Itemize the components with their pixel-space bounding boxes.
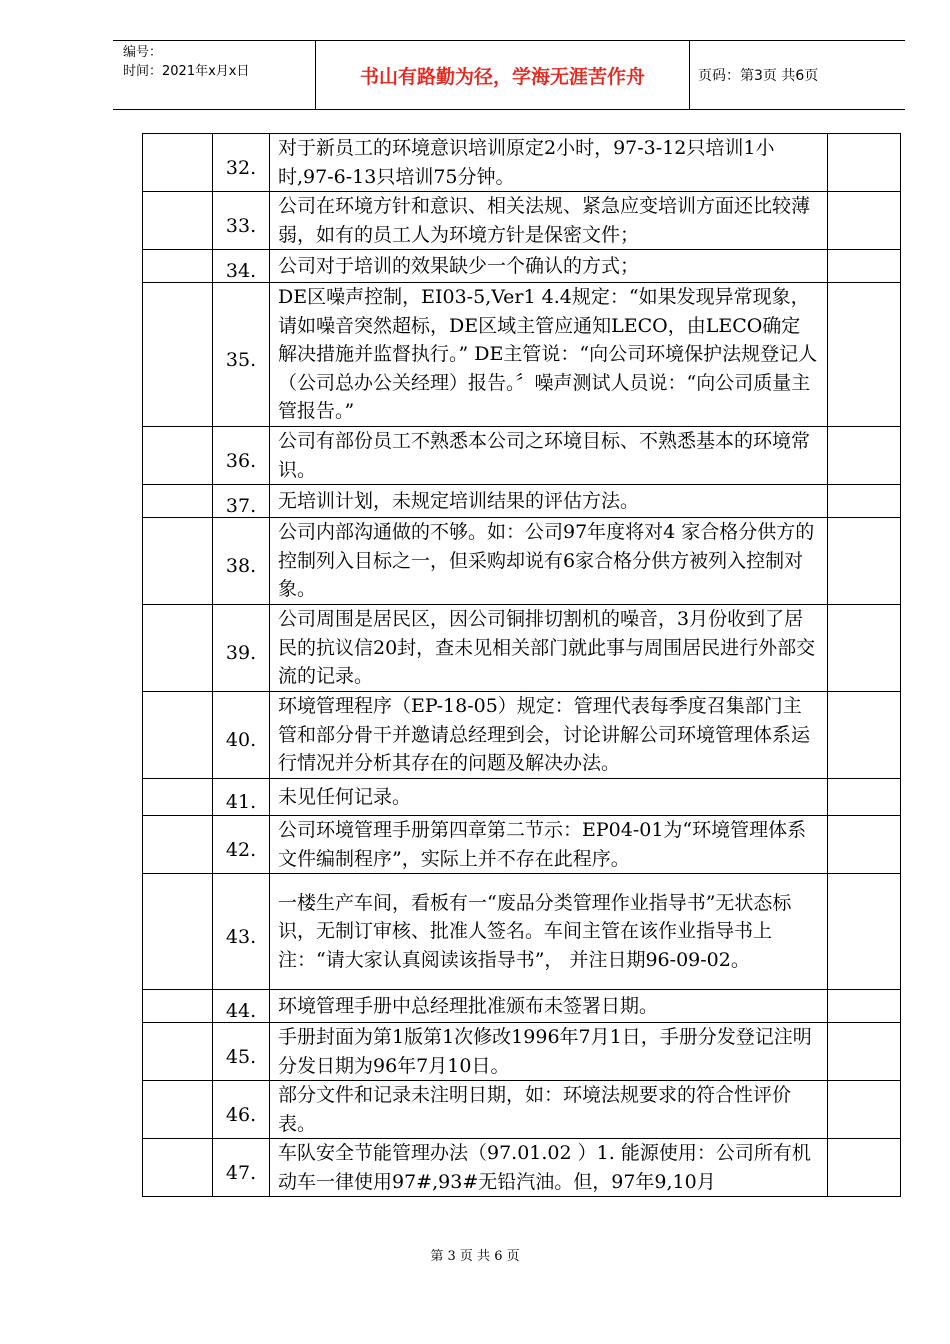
document-number-label: 编号：	[123, 45, 163, 60]
blank-cell	[828, 1081, 901, 1139]
table-row	[143, 692, 901, 779]
blank-cell	[828, 250, 901, 283]
row-number-cell	[213, 518, 270, 605]
blank-cell	[828, 192, 901, 250]
finding-text: 车队安全节能管理办法（97.01.02 ）1. 能源使用：公司所有机动车一律使用97#,93#无铅汽油。但，97年9,10月	[270, 1139, 828, 1197]
row-number: 32.	[225, 156, 257, 179]
row-number: 45.	[225, 1045, 257, 1068]
blank-cell	[828, 1139, 901, 1197]
blank-cell	[828, 816, 901, 874]
page-footer: 第 3 页 共 6 页	[430, 1249, 520, 1264]
blank-cell	[828, 692, 901, 779]
row-number-cell	[213, 283, 270, 427]
row-number: 42.	[225, 838, 257, 861]
blank-cell	[143, 692, 213, 779]
blank-cell	[828, 518, 901, 605]
blank-cell	[828, 605, 901, 692]
findings-table	[142, 133, 901, 1197]
blank-cell	[143, 1139, 213, 1197]
row-number: 35.	[225, 348, 257, 371]
table-row	[143, 485, 901, 518]
blank-cell	[143, 518, 213, 605]
finding-text: 环境管理程序（EP-18-05）规定：管理代表每季度召集部门主管和部分骨干并邀请总经理到会，讨论讲解公司环境管理体系运行情况并分析其存在的问题及解决办法。	[270, 692, 828, 779]
blank-cell	[828, 283, 901, 427]
finding-text: 公司环境管理手册第四章第二节示：EP04-01为“环境管理体系文件编制程序”，实际上并不存在此程序。	[270, 816, 828, 874]
table-row	[143, 779, 901, 816]
header-page-info: 页码：第3页 共6页	[698, 68, 819, 84]
finding-text: 部分文件和记录未注明日期，如：环境法规要求的符合性评价表。	[270, 1081, 828, 1139]
blank-cell	[828, 1023, 901, 1081]
page-header	[113, 40, 905, 110]
row-number-cell	[213, 692, 270, 779]
table-row	[143, 605, 901, 692]
finding-text: 未见任何记录。	[270, 779, 828, 816]
header-motto: 书山有路勤为径，学海无涯苦作舟	[316, 41, 690, 109]
row-number: 47.	[225, 1161, 257, 1184]
findings-table-body	[143, 134, 901, 1197]
row-number: 41.	[225, 791, 257, 813]
row-number: 44.	[225, 1000, 257, 1022]
blank-cell	[143, 427, 213, 485]
row-number: 37.	[225, 495, 257, 517]
table-row	[143, 990, 901, 1023]
blank-cell	[143, 816, 213, 874]
blank-cell	[143, 990, 213, 1023]
table-row	[143, 250, 901, 283]
finding-text: 手册封面为第1版第1次修改1996年7月1日，手册分发登记注明分发日期为96年7月10日。	[270, 1023, 828, 1081]
finding-text: 公司对于培训的效果缺少一个确认的方式；	[270, 250, 828, 283]
table-row	[143, 1023, 901, 1081]
row-number: 36.	[225, 449, 257, 472]
finding-text: 公司在环境方针和意识、相关法规、紧急应变培训方面还比较薄弱，如有的员工人为环境方针是保密文件；	[270, 192, 828, 250]
row-number-cell	[213, 1023, 270, 1081]
blank-cell	[143, 605, 213, 692]
blank-cell	[143, 134, 213, 192]
blank-cell	[143, 779, 213, 816]
document-time-label: 时间：2021年x月x日	[123, 64, 250, 79]
finding-text: 公司周围是居民区，因公司铜排切割机的噪音，3月份收到了居民的抗议信20封，查未见相关部门就此事与周围居民进行外部交流的记录。	[270, 605, 828, 692]
blank-cell	[828, 990, 901, 1023]
row-number: 40.	[225, 729, 257, 751]
table-row	[143, 283, 901, 427]
blank-cell	[143, 1081, 213, 1139]
row-number-cell	[213, 427, 270, 485]
blank-cell	[828, 134, 901, 192]
table-row	[143, 192, 901, 250]
header-meta	[113, 41, 316, 109]
table-row	[143, 816, 901, 874]
row-number-cell	[213, 779, 270, 816]
table-row	[143, 518, 901, 605]
blank-cell	[143, 192, 213, 250]
blank-cell	[828, 485, 901, 518]
row-number-cell	[213, 1139, 270, 1197]
finding-text: 一楼生产车间，看板有一“废品分类管理作业指导书”无状态标识，无制订审核、批准人签名。车间主管在该作业指导书上注：“请大家认真阅读该指导书”， 并注日期96-09-02。	[270, 874, 828, 990]
blank-cell	[143, 283, 213, 427]
row-number: 38.	[225, 555, 257, 577]
blank-cell	[143, 250, 213, 283]
table-row	[143, 427, 901, 485]
row-number-cell	[213, 134, 270, 192]
table-row	[143, 874, 901, 990]
row-number: 43.	[225, 925, 257, 948]
row-number-cell	[213, 250, 270, 283]
row-number-cell	[213, 485, 270, 518]
finding-text: 环境管理手册中总经理批准颁布未签署日期。	[270, 990, 828, 1023]
row-number-cell	[213, 1081, 270, 1139]
finding-text: DE区噪声控制，EI03-5,Ver1 4.4规定：“如果发现异常现象， 请如噪音突然超标，DE区域主管应通知LECO，由LECO确定解决措施并监督执行。” DE主管说：“向公司环境保护法规登记人（公司总办公关经理）报告。〞噪声测试人员说：“向公司质量主管报告。”	[270, 283, 828, 427]
row-number-cell	[213, 192, 270, 250]
blank-cell	[143, 485, 213, 518]
row-number: 46.	[225, 1103, 257, 1126]
row-number: 33.	[225, 214, 257, 237]
finding-text: 无培训计划，未规定培训结果的评估方法。	[270, 485, 828, 518]
table-row	[143, 1081, 901, 1139]
blank-cell	[143, 874, 213, 990]
row-number-cell	[213, 990, 270, 1023]
row-number: 34.	[225, 260, 257, 282]
finding-text: 对于新员工的环境意识培训原定2小时，97-3-12只培训1小 时,97-6-13只培训75分钟。	[270, 134, 828, 192]
finding-text: 公司内部沟通做的不够。如：公司97年度将对4 家合格分供方的控制列入目标之一，但采购却说有6家合格分供方被列入控制对象。	[270, 518, 828, 605]
finding-text: 公司有部份员工不熟悉本公司之环境目标、不熟悉基本的环境常识。	[270, 427, 828, 485]
blank-cell	[828, 779, 901, 816]
table-row	[143, 134, 901, 192]
row-number-cell	[213, 874, 270, 990]
row-number: 39.	[225, 642, 257, 664]
blank-cell	[828, 874, 901, 990]
blank-cell	[828, 427, 901, 485]
blank-cell	[143, 1023, 213, 1081]
row-number-cell	[213, 816, 270, 874]
table-row	[143, 1139, 901, 1197]
row-number-cell	[213, 605, 270, 692]
